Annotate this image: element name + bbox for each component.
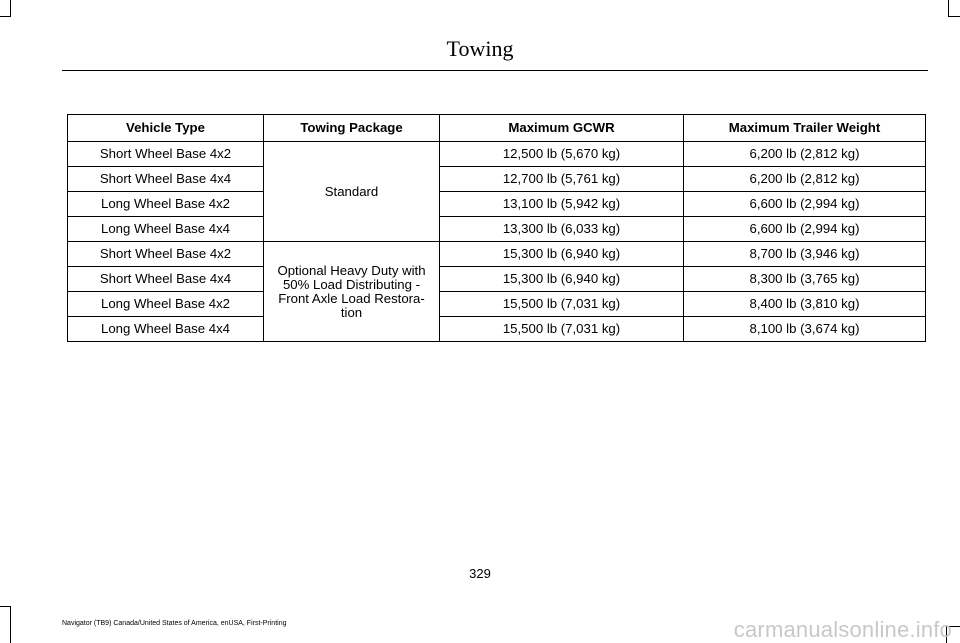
gcwr-cell: 15,300 lb (6,940 kg) [440,242,684,267]
table-row [68,217,926,242]
table-header-row [68,115,926,142]
vehicle-type-cell: Short Wheel Base 4x4 [68,167,264,192]
table-row [68,317,926,342]
gcwr-cell: 13,100 lb (5,942 kg) [440,192,684,217]
crop-mark-top-right-horizontal [948,16,960,17]
table-row [68,242,926,267]
gcwr-cell: 12,500 lb (5,670 kg) [440,142,684,167]
table-row [68,292,926,317]
vehicle-type-cell: Long Wheel Base 4x4 [68,317,264,342]
vehicle-type-cell: Short Wheel Base 4x2 [68,242,264,267]
vehicle-type-cell: Short Wheel Base 4x4 [68,267,264,292]
vehicle-type-cell: Long Wheel Base 4x2 [68,292,264,317]
column-header-towing-package: Towing Package [264,115,440,142]
vehicle-type-cell: Long Wheel Base 4x4 [68,217,264,242]
trailer-weight-cell: 8,400 lb (3,810 kg) [684,292,926,317]
trailer-weight-cell: 8,700 lb (3,946 kg) [684,242,926,267]
towing-capacity-table [67,114,926,342]
table-row [68,167,926,192]
table-row [68,192,926,217]
crop-mark-top-left-vertical [10,0,11,16]
trailer-weight-cell: 6,200 lb (2,812 kg) [684,142,926,167]
edition-footer: Navigator (TB9) Canada/United States of America, enUSA, First-Printing [62,620,287,627]
gcwr-cell: 13,300 lb (6,033 kg) [440,217,684,242]
column-header-maximum-trailer-weight: Maximum Trailer Weight [684,115,926,142]
trailer-weight-cell: 6,200 lb (2,812 kg) [684,167,926,192]
gcwr-cell: 15,500 lb (7,031 kg) [440,317,684,342]
crop-mark-bottom-left-vertical [10,606,11,643]
gcwr-cell: 15,500 lb (7,031 kg) [440,292,684,317]
column-header-maximum-gcwr: Maximum GCWR [440,115,684,142]
page-number: 329 [469,566,491,581]
crop-mark-top-left-horizontal [0,16,11,17]
gcwr-cell: 15,300 lb (6,940 kg) [440,267,684,292]
trailer-weight-cell: 8,300 lb (3,765 kg) [684,267,926,292]
trailer-weight-cell: 6,600 lb (2,994 kg) [684,192,926,217]
vehicle-type-cell: Short Wheel Base 4x2 [68,142,264,167]
page-title: Towing [446,36,514,61]
trailer-weight-cell: 8,100 lb (3,674 kg) [684,317,926,342]
towing-package-standard-cell: Standard [264,142,440,242]
header-rule [62,70,928,71]
gcwr-cell: 12,700 lb (5,761 kg) [440,167,684,192]
column-header-vehicle-type: Vehicle Type [68,115,264,142]
table-row [68,267,926,292]
vehicle-type-cell: Long Wheel Base 4x2 [68,192,264,217]
crop-mark-bottom-left-horizontal [0,606,11,607]
towing-package-heavy-duty-cell: Optional Heavy Duty with 50% Load Distributing - Front Axle Load Restora- tion [264,242,440,342]
watermark: carmanualsonline.info [733,617,952,642]
trailer-weight-cell: 6,600 lb (2,994 kg) [684,217,926,242]
crop-mark-top-right-vertical [948,0,949,16]
table-row [68,142,926,167]
